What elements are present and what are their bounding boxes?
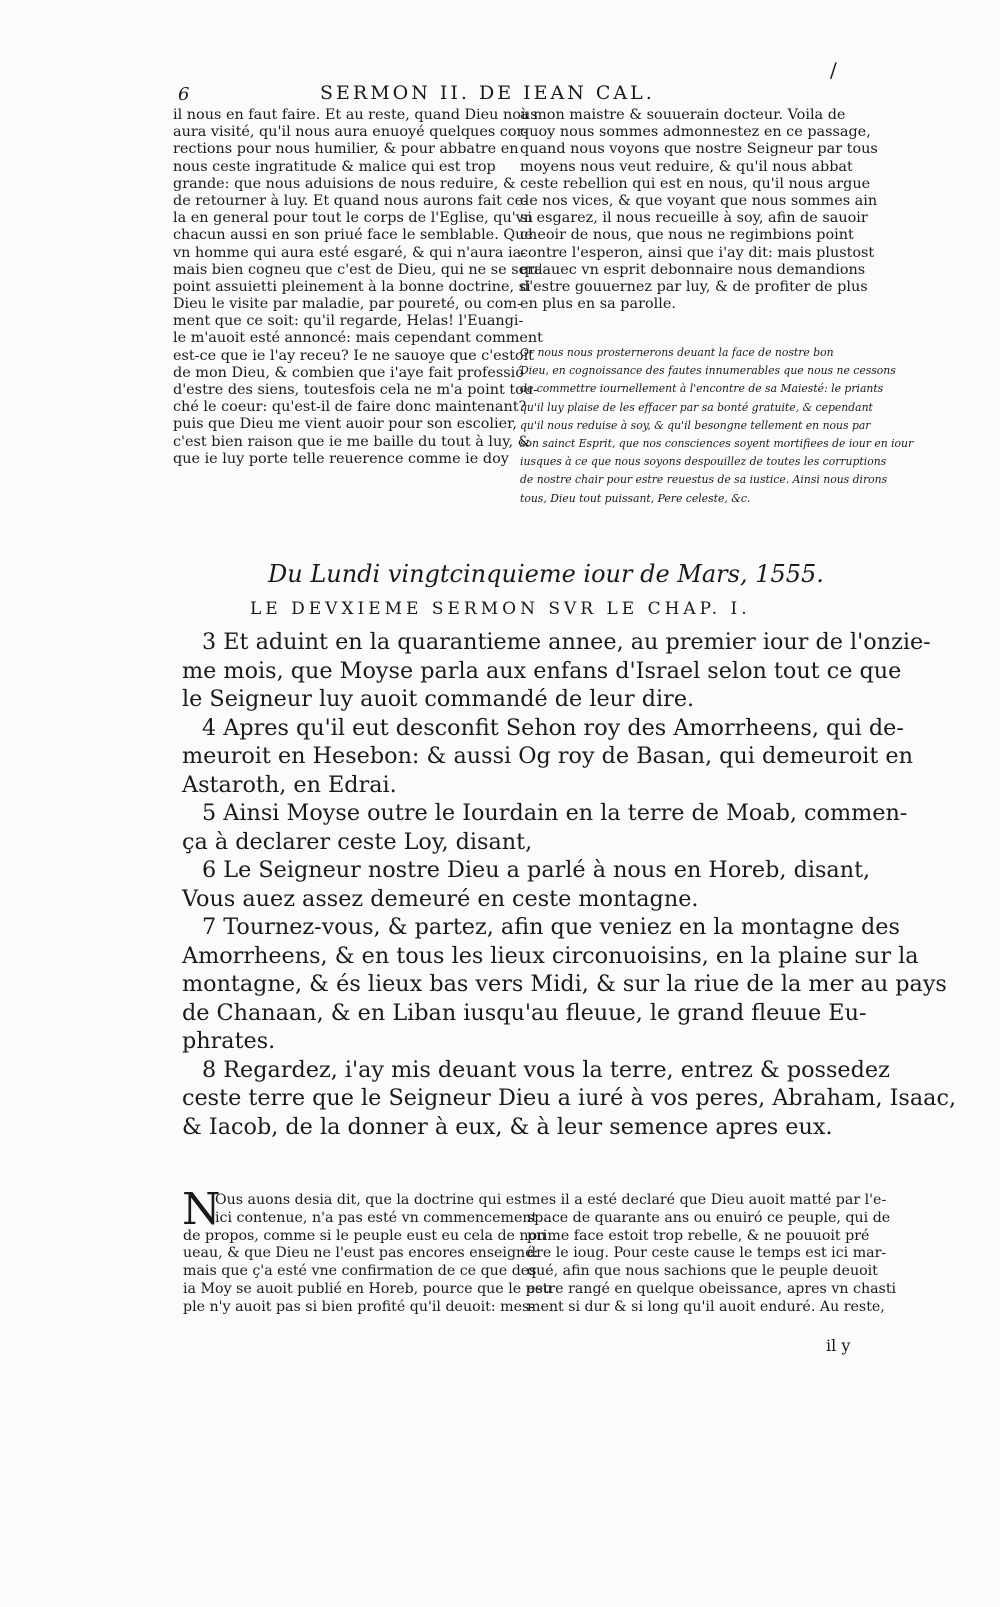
text-line: ici contenue, n'a pas esté vn commencement	[215, 1209, 538, 1226]
text-line: qué, afin que nous sachions que le peuple deuoit	[527, 1263, 878, 1280]
text-line: à mon maistre & souuerain docteur. Voila de	[520, 107, 846, 123]
text-line: le m'auoit esté annoncé: mais cependant comment	[173, 330, 543, 347]
verse-line: Vous auez assez demeuré en ceste montagne.	[182, 885, 699, 912]
drop-cap: N	[182, 1184, 221, 1235]
corner-mark: /	[830, 58, 837, 82]
prayer-line: de commettre iournellement à l'encontre de sa Maiesté: le priants	[520, 382, 884, 396]
text-line: en plus en sa parolle.	[520, 296, 676, 313]
text-line: dre le ioug. Pour ceste cause le temps est ici mar-	[527, 1245, 887, 1262]
verse-line: Amorrheens, & en tous les lieux circonuoisins, en la plaine sur la	[182, 942, 919, 969]
verse-line: meuroit en Hesebon: & aussi Og roy de Basan, qui demeuroit en	[182, 743, 913, 769]
text-line: quand nous voyons que nostre Seigneur par tous	[520, 141, 878, 158]
text-line: moyens nous veut reduire, & qu'il nous abbat	[520, 158, 853, 175]
verse-line: 5 Ainsi Moyse outre le Iourdain en la terre de Moab, commen-	[202, 800, 908, 826]
text-line: que ie luy porte telle reuerence comme ie doy	[173, 450, 509, 467]
text-line: nous ceste ingratitude & malice qui est trop	[173, 158, 496, 175]
text-line: point assuietti pleinement à la bonne doctrine, si	[173, 278, 531, 295]
text-line: ueau, & que Dieu ne l'eust pas encores enseigné:	[183, 1245, 539, 1262]
text-line: puis que Dieu me vient auoir pour son escolier,	[173, 416, 517, 433]
bottom-right-column	[527, 1192, 897, 1317]
top-left-column	[173, 107, 543, 468]
prayer-line: qu'il nous reduise à soy, & qu'il besongne tellement en nous par	[520, 418, 871, 432]
text-line: ceste rebellion qui est en nous, qu'il nous argue	[520, 175, 871, 192]
verse-line: 3 Et aduint en la quarantieme annee, au premier iour de l'onzie-	[202, 629, 931, 655]
text-line: aura visité, qu'il nous aura enuoyé quelques cor-	[173, 124, 529, 141]
text-line: prime face estoit trop rebelle, & ne pouuoit pré	[527, 1227, 870, 1244]
running-title: SERMON II. DE IEAN CAL.	[320, 82, 655, 104]
verse-line: 7 Tournez-vous, & partez, afin que veniez en la montagne des	[202, 914, 900, 940]
verse-line: montagne, & és lieux bas vers Midi, & sur la riue de la mer au pays	[182, 971, 947, 997]
text-line: Dieu le visite par maladie, par poureté, ou com-	[173, 296, 522, 313]
text-line: Ous auons desia dit, que la doctrine qui est	[215, 1192, 528, 1208]
running-header	[170, 58, 870, 108]
text-line: contre l'esperon, ainsi que i'ay dit: mais plustost	[520, 244, 875, 261]
text-line: de nos vices, & que voyant que nous sommes ain	[520, 192, 878, 209]
text-line: ple n'y auoit pas si bien profité qu'il deuoit: mes-	[183, 1298, 535, 1315]
verse-line: phrates.	[182, 1028, 276, 1054]
verse-line: 6 Le Seigneur nostre Dieu a parlé à nous en Horeb, disant,	[202, 857, 871, 883]
text-line: d'estre des siens, toutesfois cela ne m'a point tou-	[173, 382, 538, 398]
text-line: si esgarez, il nous recueille à soy, afin de sauoir	[520, 210, 868, 227]
text-line: cheoir de nous, que nous ne regimbions point	[520, 227, 854, 244]
verse-line: me mois, que Moyse parla aux enfans d'Israel selon tout ce que	[182, 657, 902, 684]
verse-line: de Chanaan, & en Liban iusqu'au fleuue, le grand fleuue Eu-	[182, 999, 867, 1026]
prayer-line: Dieu, en cognoissance des fautes innumerables que nous ne cessons	[520, 364, 896, 378]
prayer-line: iusques à ce que nous soyons despouillez de toutes les corruptions	[520, 455, 887, 469]
text-line: ment que ce soit: qu'il regarde, Helas! l'Euangi-	[173, 313, 524, 330]
verse-line: ceste terre que le Seigneur Dieu a iuré à vos peres, Abraham, Isaac,	[182, 1085, 957, 1111]
text-line: la en general pour tout le corps de l'Eglise, qu'vn	[173, 210, 534, 227]
text-line: estre rangé en quelque obeissance, apres vn chasti	[527, 1280, 897, 1297]
text-line: d'estre gouuernez par luy, & de profiter de plus	[520, 278, 868, 295]
verse-line: 8 Regardez, i'ay mis deuant vous la terre, entrez & possedez	[202, 1056, 890, 1083]
verse-line: ça à declarer ceste Loy, disant,	[182, 828, 533, 855]
prayer-line: Or nous nous prosternerons deuant la face de nostre bon	[520, 346, 834, 359]
verse-line: 4 Apres qu'il eut desconfit Sehon roy des Amorrheens, qui de-	[202, 714, 904, 741]
top-right-column	[520, 107, 878, 313]
text-line: de retourner à luy. Et quand nous aurons fait ce-	[173, 192, 528, 209]
verse-line: Astaroth, en Edrai.	[182, 771, 397, 798]
scripture-verses	[182, 628, 957, 1141]
text-line: mais que ç'a esté vne confirmation de ce que des	[183, 1263, 537, 1280]
page-number: 6	[178, 84, 190, 105]
text-line: qu'auec vn esprit debonnaire nous demandions	[520, 261, 866, 278]
text-line: il nous en faut faire. Et au reste, quand Dieu nous	[173, 107, 538, 123]
sermon-title: LE DEVXIEME SERMON SVR LE CHAP. I.	[250, 599, 751, 619]
text-line: est-ce que ie l'ay receu? Ie ne sauoye que c'estoit	[173, 347, 534, 364]
text-line: de mon Dieu, & combien que i'aye fait professió	[173, 364, 524, 381]
text-line: ia Moy se auoit publié en Horeb, pource que le peu	[183, 1280, 553, 1297]
text-line: mes il a esté declaré que Dieu auoit matté par l'e-	[527, 1192, 887, 1208]
bottom-left-column	[182, 1184, 553, 1317]
text-line: vn homme qui aura esté esgaré, & qui n'aura ia-	[173, 244, 527, 261]
sermon-date: Du Lundi vingtcinquieme iour de Mars, 1555.	[268, 560, 824, 588]
catchword: il y	[826, 1336, 851, 1355]
prayer-line: son sainct Esprit, que nos consciences soyent mortifiees de iour en iour	[520, 436, 914, 450]
prayer-line: tous, Dieu tout puissant, Pere celeste, &c.	[520, 491, 751, 505]
prayer-line: qu'il luy plaise de les effacer par sa bonté gratuite, & cependant	[520, 400, 873, 414]
text-line: ment si dur & si long qu'il auoit enduré. Au reste,	[527, 1298, 885, 1315]
text-line: de propos, comme si le peuple eust eu cela de nou	[183, 1227, 547, 1244]
verse-line: le Seigneur luy auoit commandé de leur dire.	[182, 686, 695, 712]
verse-line: & Iacob, de la donner à eux, & à leur semence apres eux.	[182, 1113, 833, 1140]
text-line: c'est bien raison que ie me baille du tout à luy, &	[173, 433, 531, 450]
text-line: space de quarante ans ou enuiró ce peuple, qui de	[527, 1209, 891, 1226]
text-line: quoy nous sommes admonnestez en ce passage,	[520, 124, 871, 141]
text-line: grande: que nous aduisions de nous reduire, &	[173, 175, 516, 192]
text-line: ché le coeur: qu'est-il de faire donc maintenant?	[173, 399, 527, 416]
text-line: rections pour nous humilier, & pour abbatre en	[173, 141, 519, 158]
text-line: chacun aussi en son priué face le semblable. Que	[173, 227, 533, 244]
text-line: mais bien cogneu que c'est de Dieu, qui ne se sera	[173, 261, 543, 278]
closing-prayer	[520, 344, 914, 508]
prayer-line: de nostre chair pour estre reuestus de sa iustice. Ainsi nous dirons	[520, 473, 888, 487]
